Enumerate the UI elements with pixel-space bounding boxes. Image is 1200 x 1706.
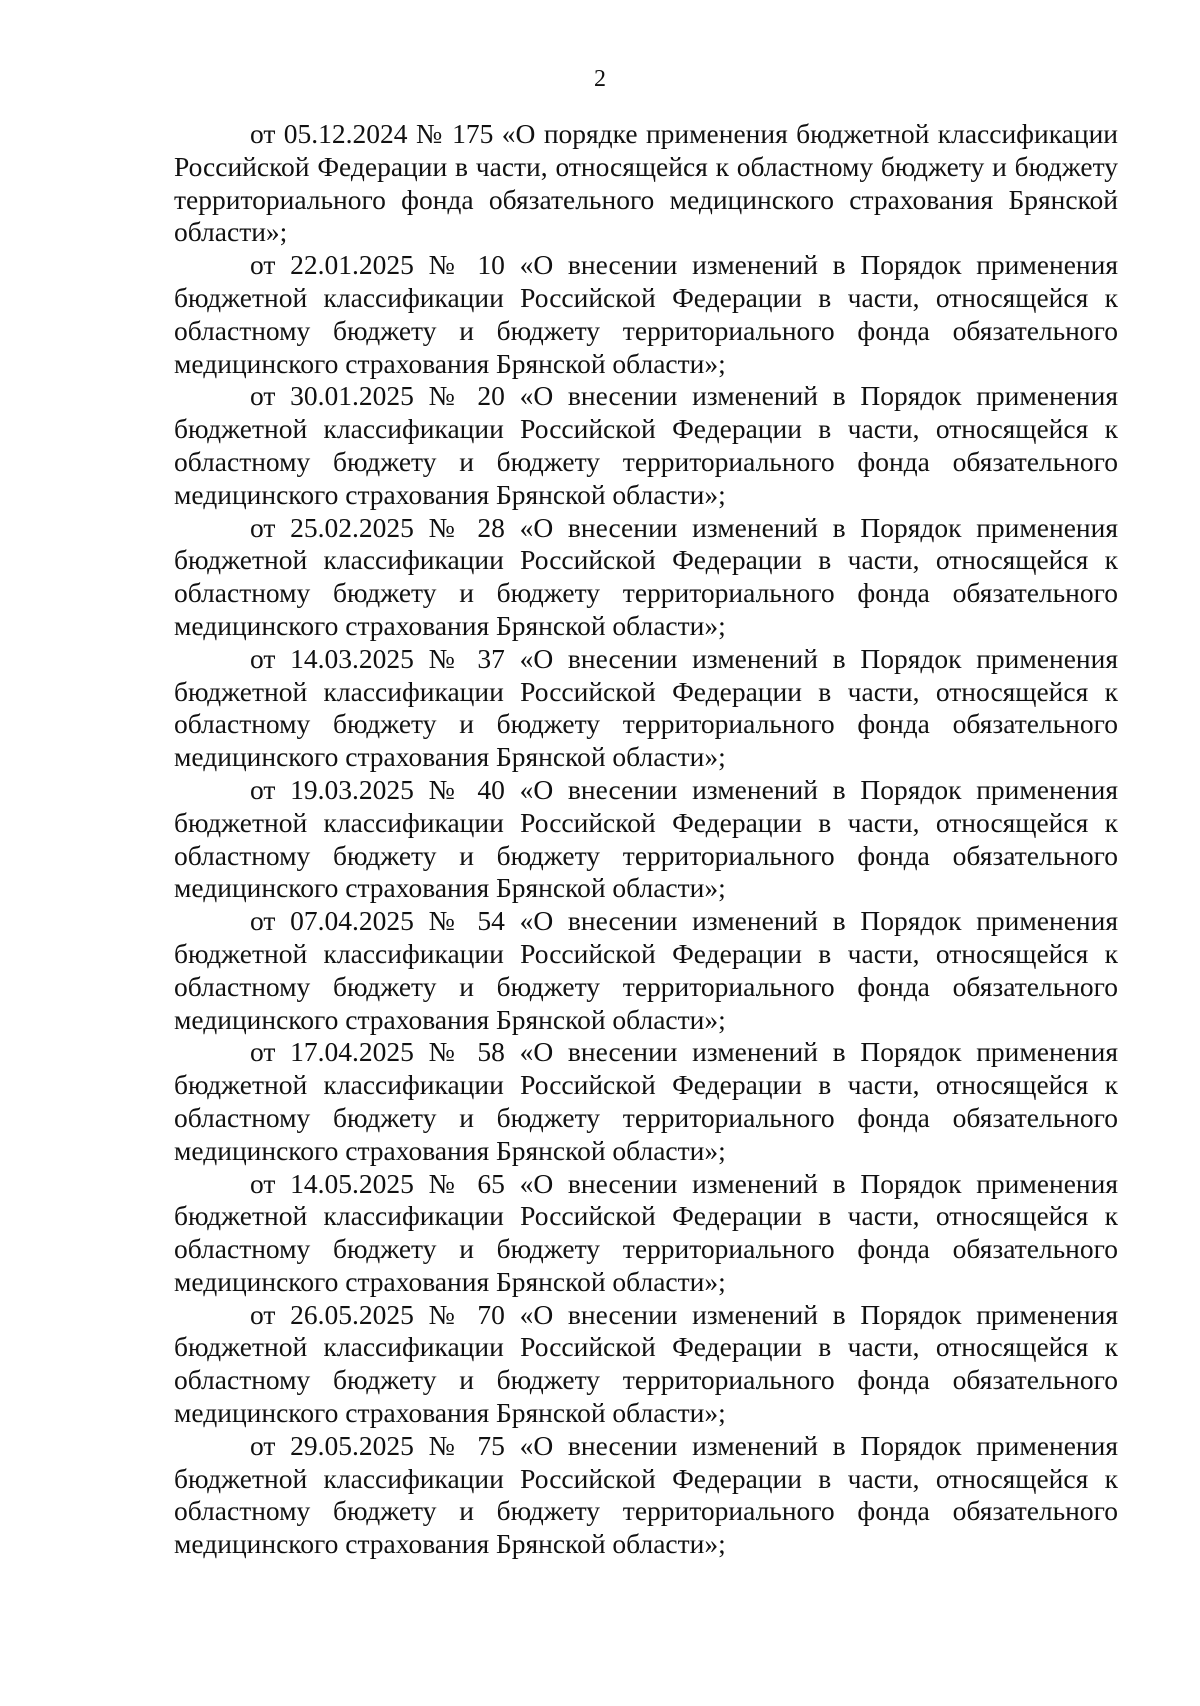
paragraph-4: от 25.02.2025 № 28 «О внесении изменений в Порядок применения бюджетной классификации Российской Федерации в части, относящейся к областному бюджету и бюджету территориального фонда обязательного медицинского страхования Брянской области»; [174,511,1118,641]
paragraph-7: от 07.04.2025 № 54 «О внесении изменений в Порядок применения бюджетной классификации Российской Федерации в части, относящейся к областному бюджету и бюджету территориального фонда обязательного медицинского страхования Брянской области»; [174,905,1118,1035]
document-body [174,118,1118,1561]
paragraph-8: от 17.04.2025 № 58 «О внесении изменений в Порядок применения бюджетной классификации Российской Федерации в части, относящейся к областному бюджету и бюджету территориального фонда обязательного медицинского страхования Брянской области»; [174,1036,1118,1166]
paragraph-10: от 26.05.2025 № 70 «О внесении изменений в Порядок применения бюджетной классификации Российской Федерации в части, относящейся к областному бюджету и бюджету территориального фонда обязательного медицинского страхования Брянской области»; [174,1298,1118,1429]
paragraph-6: от 19.03.2025 № 40 «О внесении изменений в Порядок применения бюджетной классификации Российской Федерации в части, относящейся к областному бюджету и бюджету территориального фонда обязательного медицинского страхования Брянской области»; [174,773,1118,904]
paragraph-3: от 30.01.2025 № 20 «О внесении изменений в Порядок применения бюджетной классификации Российской Федерации в части, относящейся к областному бюджету и бюджету территориального фонда обязательного медицинского страхования Брянской области»; [174,380,1118,510]
page-number: 2 [594,66,606,92]
paragraph-11: от 29.05.2025 № 75 «О внесении изменений в Порядок применения бюджетной классификации Российской Федерации в части, относящейся к областному бюджету и бюджету территориального фонда обязательного медицинского страхования Брянской области»; [174,1429,1118,1560]
paragraph-5: от 14.03.2025 № 37 «О внесении изменений в Порядок применения бюджетной классификации Российской Федерации в части, относящейся к областному бюджету и бюджету территориального фонда обязательного медицинского страхования Брянской области»; [174,642,1118,773]
paragraph-9: от 14.05.2025 № 65 «О внесении изменений в Порядок применения бюджетной классификации Российской Федерации в части, относящейся к областному бюджету и бюджету территориального фонда обязательного медицинского страхования Брянской области»; [174,1167,1118,1297]
paragraph-1: от 05.12.2024 № 175 «О порядке применения бюджетной классификации Российской Федерации в части, относящейся к областному бюджету и бюджету территориального фонда обязательного медицинского страхования Брянской области»; [174,118,1118,248]
paragraph-2: от 22.01.2025 № 10 «О внесении изменений в Порядок применения бюджетной классификации Российской Федерации в части, относящейся к областному бюджету и бюджету территориального фонда обязательного медицинского страхования Брянской области»; [174,249,1118,379]
